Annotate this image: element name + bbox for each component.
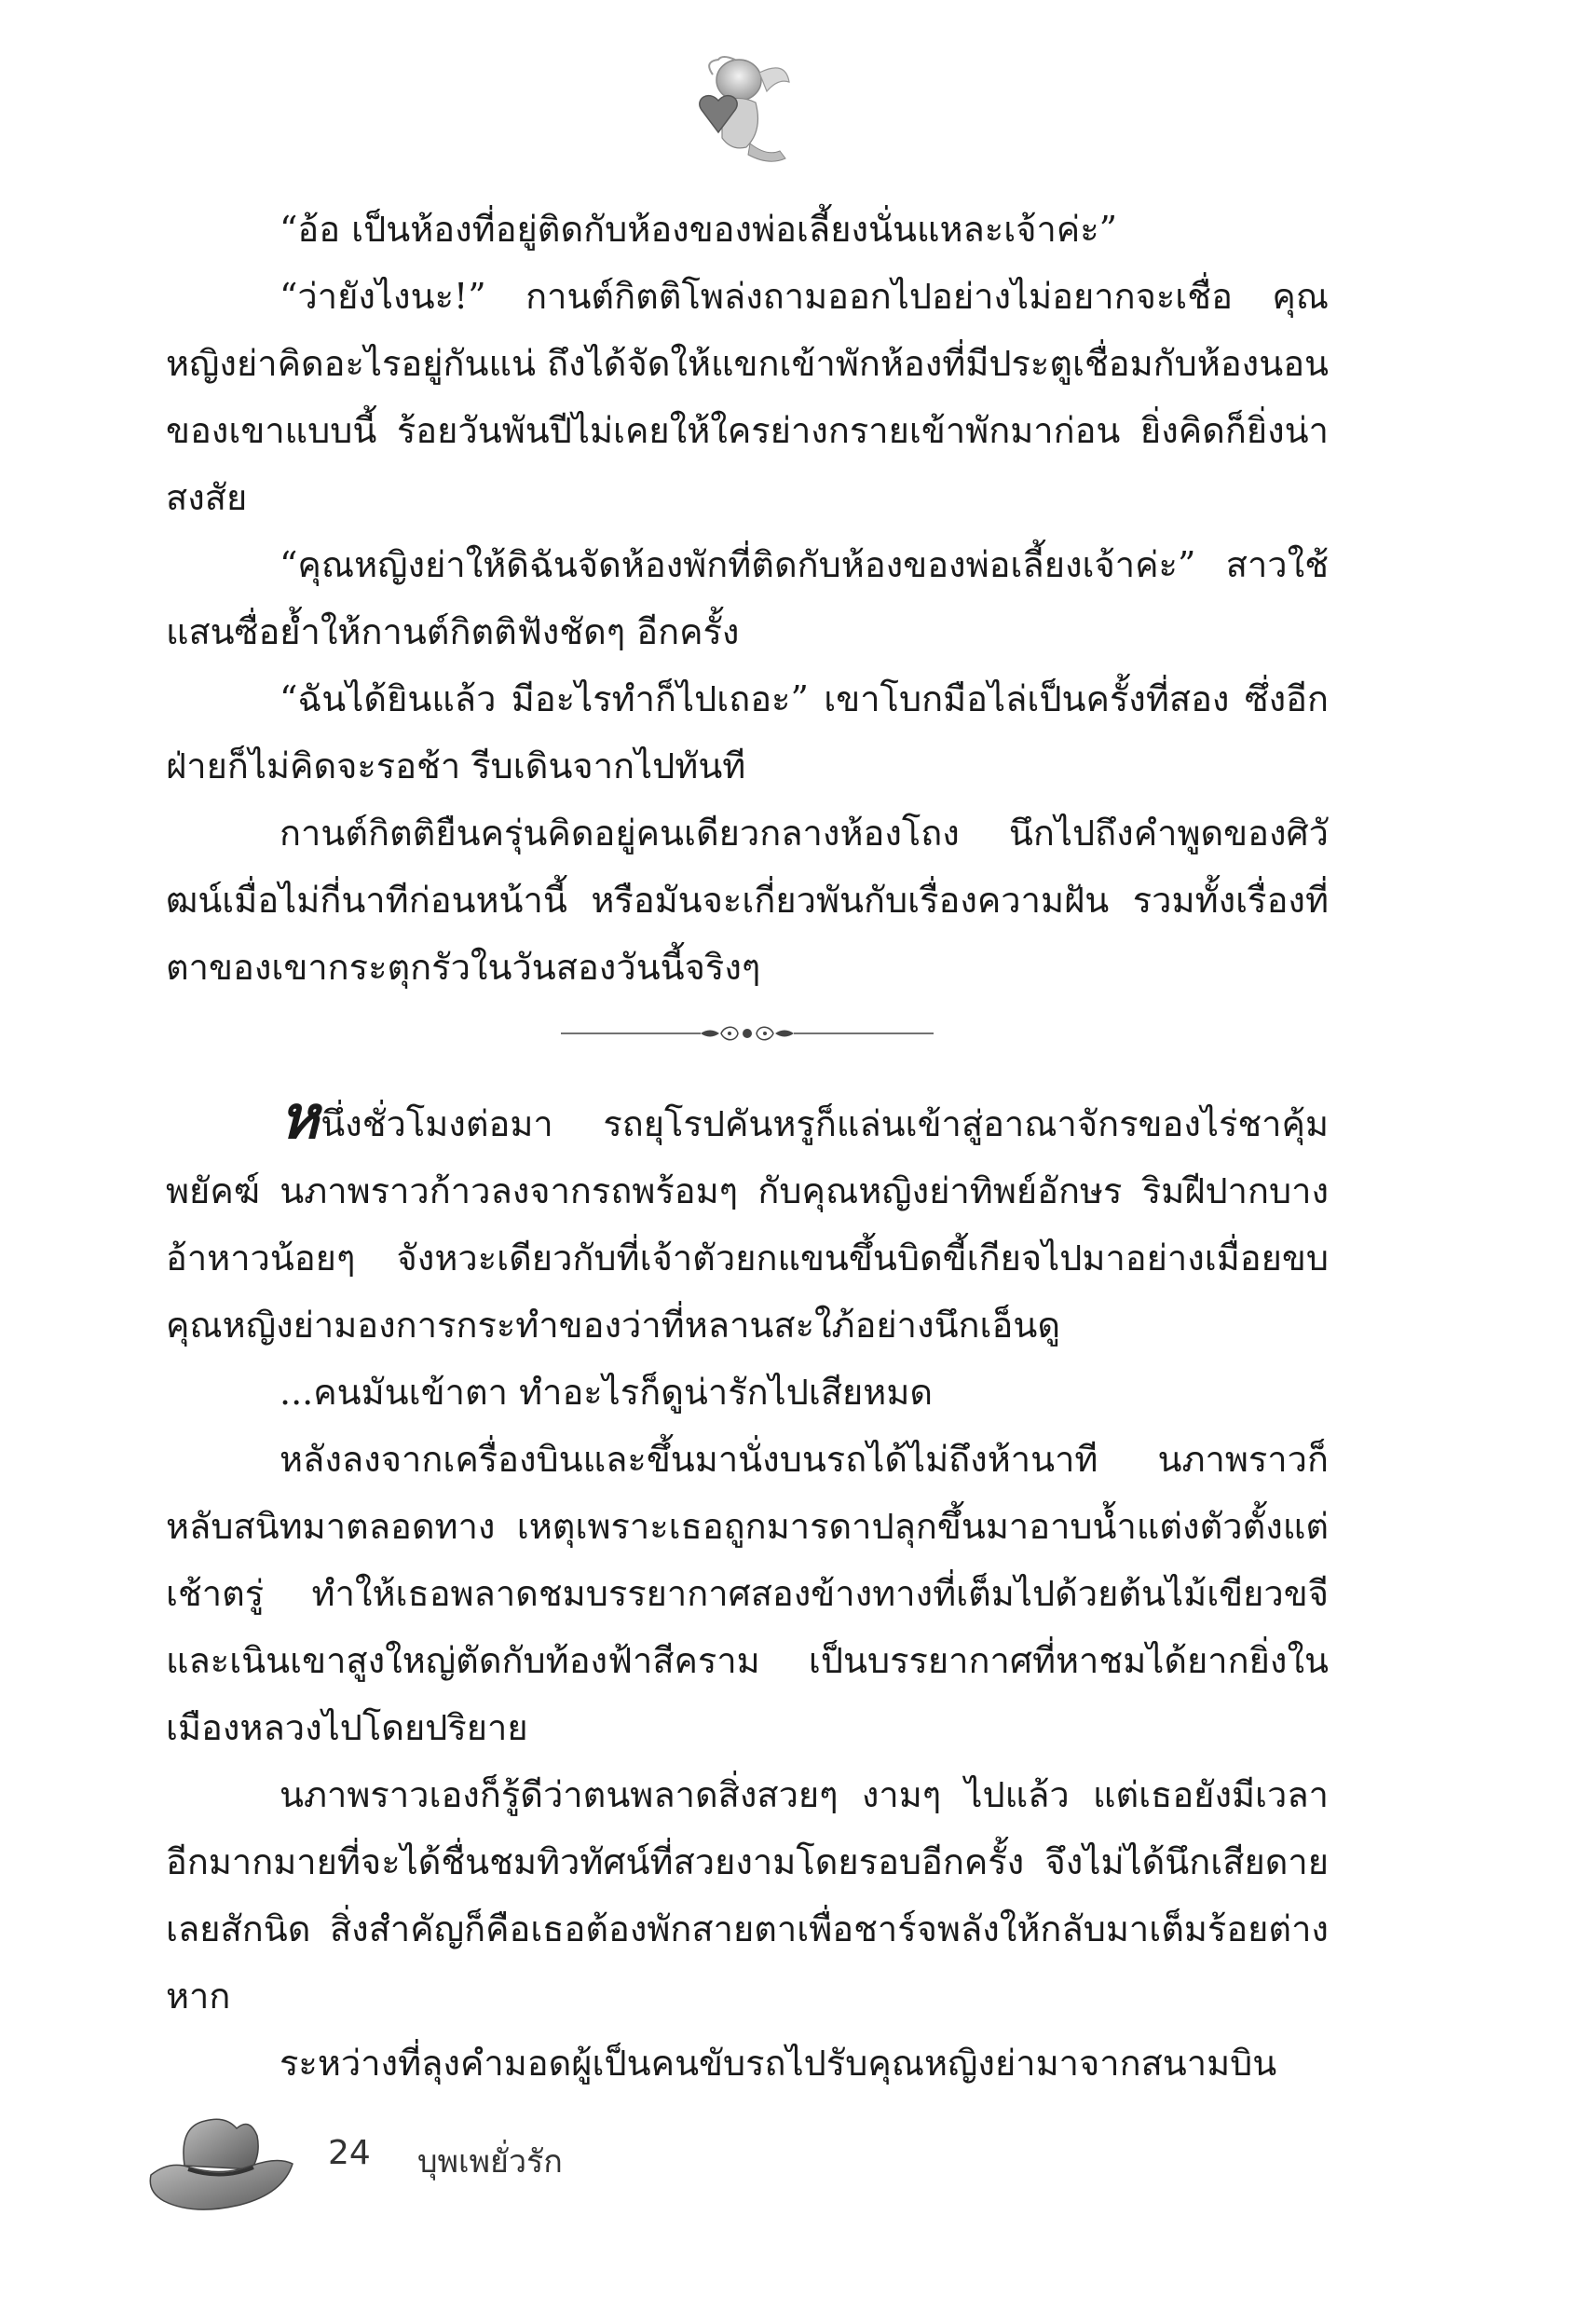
section-first-paragraph	[166, 1084, 1329, 1359]
paragraph: “ว่ายังไงนะ!” กานต์กิตติโพล่งถามออกไปอย่างไม่อยากจะเชื่อ คุณหญิงย่าคิดอะไรอยู่กันแน่ ถึงได้จัดให้แขกเข้าพักห้องที่มีประตูเชื่อมกับห้องนอนของเขาแบบนี้ ร้อยวันพันปีไม่เคยให้ใครย่างกรายเข้าพักมาก่อน ยิ่งคิดก็ยิ่งน่าสงสัย	[166, 276, 1329, 518]
paragraph: หลังลงจากเครื่องบินและขึ้นมานั่งบนรถได้ไม่ถึงห้านาที นภาพราวก็หลับสนิทมาตลอดทาง เหตุเพราะเธอถูกมารดาปลุกขึ้นมาอาบน้ำแต่งตัวตั้งแต่เช้าตรู่ ทำให้เธอพลาดชมบรรยากาศสองข้างทางที่เต็มไปด้วยต้นไม้เขียวขจีและเนินเขาสูงใหญ่ตัดกับท้องฟ้าสีคราม เป็นบรรยากาศที่หาชมได้ยากยิ่งในเมืองหลวงไปโดยปริยาย	[166, 1439, 1329, 1748]
paragraph-text: นึ่งชั่วโมงต่อมา รถยุโรปคันหรูก็แล่นเข้าสู่อาณาจักรของไร่ชาคุ้มพยัคฆ์ นภาพราวก้าวลงจากรถพร้อมๆ กับคุณหญิงย่าทิพย์อักษร ริมฝีปากบางอ้าหาวน้อยๆ จังหวะเดียวกับที่เจ้าตัวยกแขนขึ้นบิดขี้เกียจไปมาอย่างเมื่อยขบ คุณหญิงย่ามองการกระทำของว่าที่หลานสะใภ้อย่างนึกเอ็นดู	[166, 1103, 1329, 1346]
cherub-heart-icon	[694, 54, 797, 166]
paragraph: “อ้อ เป็นห้องที่อยู่ติดกับห้องของพ่อเลี้ยงนั่นแหละเจ้าค่ะ”	[280, 209, 1118, 250]
body-text	[166, 196, 1329, 2097]
paragraph: กานต์กิตติยืนครุ่นคิดอยู่คนเดียวกลางห้องโถง นึกไปถึงคำพูดของศิวัฒน์เมื่อไม่กี่นาทีก่อนหน้านี้ หรือมันจะเกี่ยวพันกับเรื่องความฝัน รวมทั้งเรื่องที่ตาของเขากระตุกรัวในวันสองวันนี้จริงๆ	[166, 813, 1329, 988]
paragraph: นภาพราวเองก็รู้ดีว่าตนพลาดสิ่งสวยๆ งามๆ ไปแล้ว แต่เธอยังมีเวลาอีกมากมายที่จะได้ชื่นชมทิวทัศน์ที่สวยงามโดยรอบอีกครั้ง จึงไม่ได้นึกเสียดายเลยสักนิด สิ่งสำคัญก็คือเธอต้องพักสายตาเพื่อชาร์จพลังให้กลับมาเต็มร้อยต่างหาก	[166, 1774, 1329, 2017]
paragraph: ระหว่างที่ลุงคำมอดผู้เป็นคนขับรถไปรับคุณหญิงย่ามาจากสนามบิน	[280, 2043, 1277, 2084]
book-title: บุพเพยั่วรัก	[417, 2143, 563, 2181]
drop-cap: ห	[280, 1084, 320, 1153]
ornamental-divider	[166, 1001, 1329, 1090]
page-number: 24	[328, 2134, 371, 2172]
paragraph: “ฉันได้ยินแล้ว มีอะไรทำก็ไปเถอะ” เขาโบกมือไล่เป็นครั้งที่สอง ซึ่งอีกฝ่ายก็ไม่คิดจะรอช้า รีบเดินจากไปทันที	[166, 678, 1329, 786]
cowboy-hat-icon	[147, 2108, 296, 2220]
paragraph: “คุณหญิงย่าให้ดิฉันจัดห้องพักที่ติดกับห้องของพ่อเลี้ยงเจ้าค่ะ” สาวใช้แสนซื่อย้ำให้กานต์กิตติฟังชัดๆ อีกครั้ง	[166, 544, 1329, 652]
paragraph: ...คนมันเข้าตา ทำอะไรก็ดูน่ารักไปเสียหมด	[280, 1372, 934, 1413]
